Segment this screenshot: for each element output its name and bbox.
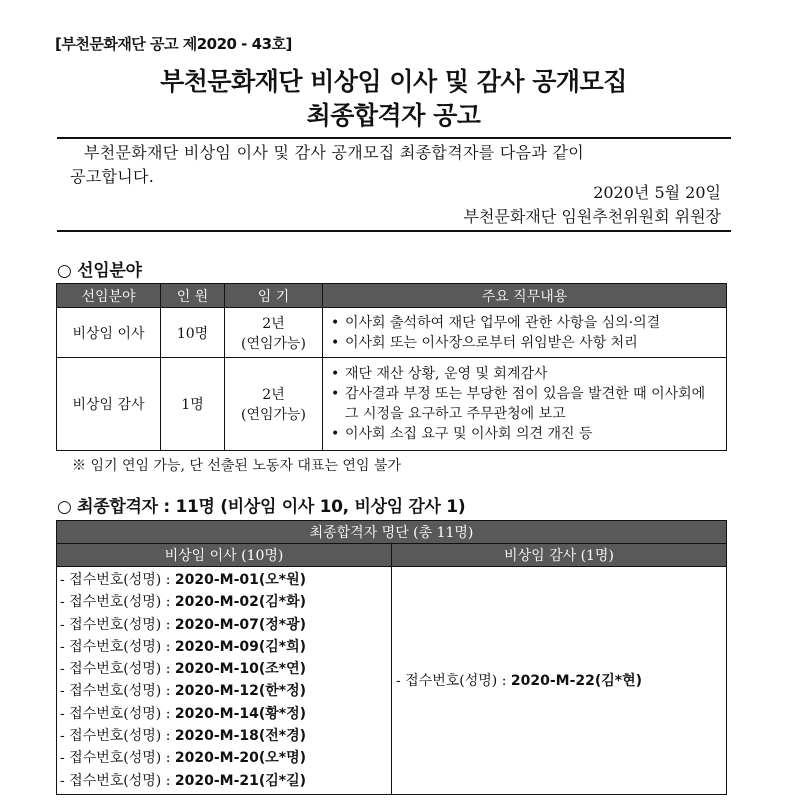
entry-prefix: - 접수번호(성명) : [60,661,175,678]
field-name: 비상임 감사 [57,358,161,451]
term-note: (연임가능) [240,335,307,352]
list-item [60,569,391,591]
entry-prefix: - 접수번호(성명) : [60,750,175,767]
list-item [60,614,391,636]
table-row [57,358,727,451]
bullet-icon: • [331,314,340,331]
col-header-count: 인 원 [161,284,225,308]
bullet-icon: • [331,386,340,402]
applicant-name: (황*정) [258,705,307,722]
results-table-title-cell: 최종합격자 명단 (총 11명) [57,521,727,544]
list-item [331,313,722,333]
field-term [225,358,323,451]
entry-prefix: - 접수번호(성명) : [60,705,175,722]
duty-text: 이사회 출석하여 재단 업무에 관한 사항을 심의·의결 [345,314,661,331]
list-item [60,680,391,702]
applicant-name: (김*길) [258,772,307,789]
entry-prefix: - 접수번호(성명) : [60,594,175,611]
section-heading-fields: ○ 선임분야 [57,261,142,281]
applicant-name: (전*경) [258,728,307,745]
divider-top [57,137,731,139]
list-item [60,591,391,613]
intro-line-1: 부천문화재단 비상임 이사 및 감사 공개모집 최종합격자를 다음과 같이 [84,143,585,162]
term-years: 2년 [262,315,285,332]
applicant-name: (김*희) [258,638,307,655]
intro-line-2: 공고합니다. [70,167,155,186]
col-header-term: 임 기 [225,284,323,308]
applicant-name: (김*화) [258,594,307,611]
duty-text: 감사결과 부정 또는 부당한 점이 있음을 발견한 때 이사회에 그 시정을 요구하고 주무관청에 보고 [345,386,706,422]
list-item [331,384,722,424]
term-years: 2년 [262,387,285,403]
applicant-name: (오*원) [258,572,307,588]
list-item [60,770,391,792]
receipt-number: 2020-M-12 [174,683,259,700]
bullet-icon: • [331,334,340,351]
divider-bottom [57,230,731,232]
applicant-name: (한*정) [258,683,307,700]
fields-table [56,283,727,451]
field-duties [323,308,727,358]
signer: 부천문화재단 임원추천위원회 위원장 [463,207,721,226]
col-header-field: 선임분야 [57,284,161,308]
col-header-auditor: 비상임 감사 (1명) [392,544,727,567]
receipt-number: 2020-M-14 [174,705,259,722]
list-item [60,636,391,658]
receipt-number: 2020-M-10 [174,661,259,678]
directors-list [57,567,392,795]
entry-prefix: - 접수번호(성명) : [60,638,175,655]
list-item [331,424,722,444]
list-item [60,703,391,725]
auditor-entry [392,567,727,795]
results-table-header [57,544,727,567]
list-item [331,333,722,353]
applicant-name: (조*연) [258,661,307,678]
receipt-number: 2020-M-22 [510,673,595,690]
field-term [225,308,323,358]
entry-prefix: - 접수번호(성명) : [396,673,511,690]
field-count: 10명 [161,308,225,358]
fields-table-header [57,284,727,308]
table-row [57,567,727,795]
bullet-icon: • [331,366,340,382]
receipt-number: 2020-M-18 [174,728,259,745]
notice-date: 2020년 5월 20일 [593,183,721,202]
results-table-title [57,521,727,544]
receipt-number: 2020-M-21 [174,772,259,789]
entry-prefix: - 접수번호(성명) : [60,728,175,745]
duty-text: 이사회 또는 이사장으로부터 위임받은 사항 처리 [345,334,638,351]
list-item [60,747,391,769]
receipt-number: 2020-M-07 [174,616,259,633]
receipt-number: 2020-M-20 [174,750,259,767]
section-heading-results: ○ 최종합격자 : 11명 (비상임 이사 10, 비상임 감사 1) [57,497,466,517]
term-note-remark: ※ 임기 연임 가능, 단 선출된 노동자 대표는 연임 불가 [72,458,401,474]
table-row [57,308,727,358]
receipt-number: 2020-M-01 [174,572,259,588]
duty-text: 이사회 소집 요구 및 이사회 의견 개진 등 [345,426,593,442]
term-note: (연임가능) [240,407,307,423]
notice-number: [부천문화재단 공고 제2020 - 43호] [55,35,292,53]
duty-text: 재단 재산 상황, 운영 및 회계감사 [345,366,548,382]
entry-prefix: - 접수번호(성명) : [60,683,175,700]
field-name: 비상임 이사 [57,308,161,358]
receipt-number: 2020-M-02 [174,594,259,611]
entry-prefix: - 접수번호(성명) : [60,616,175,633]
entry-prefix: - 접수번호(성명) : [60,572,175,588]
document-subtitle: 최종합격자 공고 [306,101,481,130]
list-item [60,725,391,747]
applicant-name: (오*명) [258,750,307,767]
applicant-name: (정*광) [258,616,307,633]
document-title: 부천문화재단 비상임 이사 및 감사 공개모집 [160,67,627,96]
applicant-name: (김*현) [594,673,643,690]
col-header-directors: 비상임 이사 (10명) [57,544,392,567]
field-duties [323,358,727,451]
list-item [331,364,722,384]
entry-prefix: - 접수번호(성명) : [60,772,175,789]
field-count: 1명 [161,358,225,451]
results-table [56,520,727,795]
receipt-number: 2020-M-09 [174,638,259,655]
bullet-icon: • [331,426,340,442]
list-item [60,658,391,680]
col-header-duties: 주요 직무내용 [323,284,727,308]
